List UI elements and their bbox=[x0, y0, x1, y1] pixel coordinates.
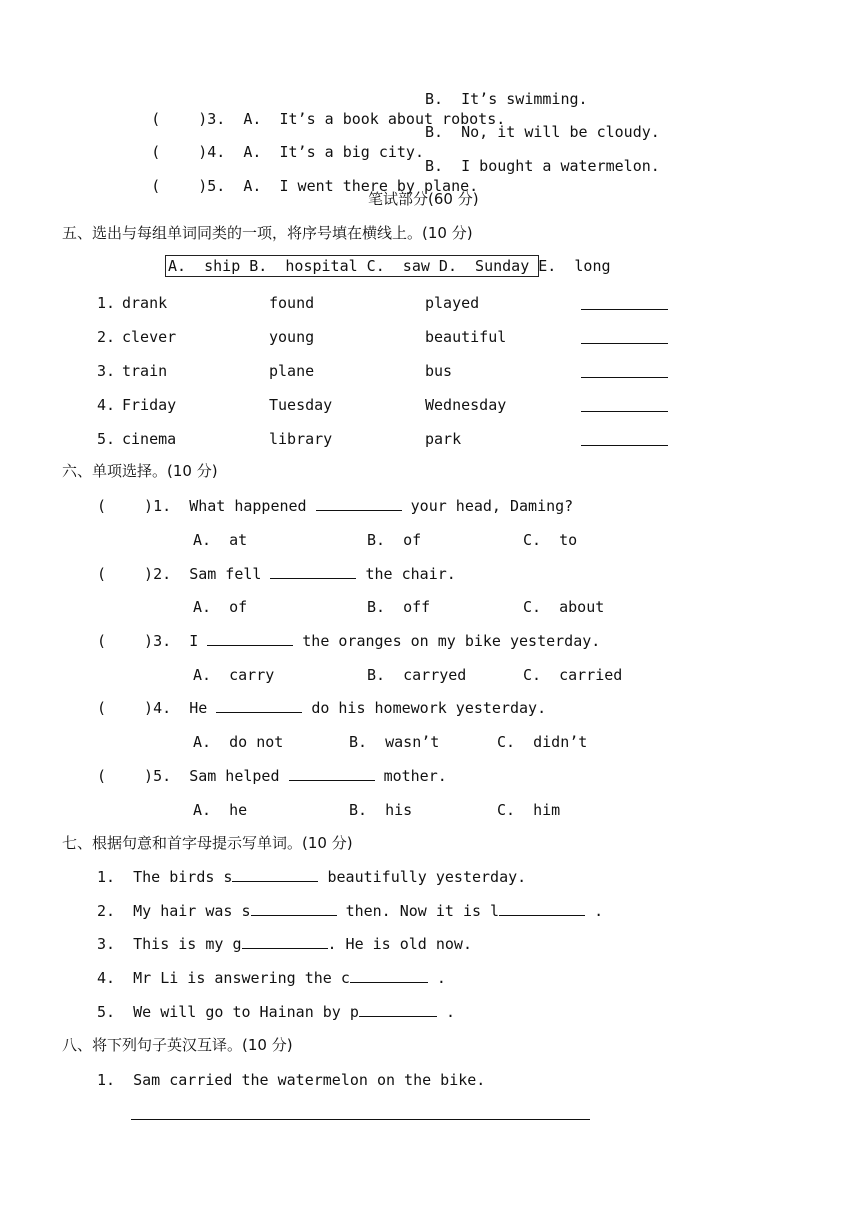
word-1: drank bbox=[122, 294, 168, 312]
answer-line[interactable] bbox=[581, 309, 668, 310]
answer-line[interactable] bbox=[581, 377, 668, 378]
written-part-title: 笔试部分(60 分) bbox=[368, 190, 479, 208]
word-3: played bbox=[425, 294, 480, 312]
answer-blank[interactable] bbox=[359, 1002, 437, 1017]
option-b: B. of bbox=[367, 531, 422, 549]
answer-blank[interactable] bbox=[232, 867, 318, 882]
row-number: 3. bbox=[97, 362, 116, 380]
fill-item: 4. Mr Li is answering the c . bbox=[97, 969, 446, 987]
option-a: A. It’s a book about robots. bbox=[243, 110, 506, 128]
option-c: C. to bbox=[523, 531, 578, 549]
option-a: A. at bbox=[193, 531, 248, 549]
option-c: C. about bbox=[523, 598, 605, 616]
answer-line[interactable] bbox=[581, 445, 668, 446]
option-a: A. carry bbox=[193, 666, 275, 684]
option-b: B. No, it will be cloudy. bbox=[425, 123, 660, 141]
fill-item: 2. My hair was s then. Now it is l . bbox=[97, 902, 604, 920]
option-c: C. him bbox=[497, 801, 561, 819]
fill-item: 5. We will go to Hainan by p . bbox=[97, 1003, 455, 1021]
word-2: found bbox=[269, 294, 315, 312]
word-1: Friday bbox=[122, 396, 177, 414]
word-3: bus bbox=[425, 362, 453, 380]
word-3: Wednesday bbox=[425, 396, 507, 414]
question-item: ( )5. Sam helped mother. bbox=[97, 767, 447, 785]
word-bank-box: A. ship B. hospital C. saw D. Sunday E. long bbox=[165, 255, 539, 277]
translation-answer-line[interactable] bbox=[131, 1119, 590, 1120]
fill-item: 3. This is my g . He is old now. bbox=[97, 935, 472, 953]
answer-blank[interactable] bbox=[499, 901, 585, 916]
section-8-title: 八、将下列句子英汉互译。(10 分) bbox=[62, 1036, 293, 1054]
option-c: C. carried bbox=[523, 666, 623, 684]
question-item: ( )4. He do his homework yesterday. bbox=[97, 699, 547, 717]
listening-item: ( )5. A. I went there by plane. bbox=[151, 177, 479, 195]
section-7-title: 七、根据句意和首字母提示写单词。(10 分) bbox=[62, 834, 353, 852]
option-b: B. wasn’t bbox=[349, 733, 440, 751]
translate-item: 1. Sam carried the watermelon on the bike. bbox=[97, 1071, 486, 1089]
listening-item: ( )4. A. It’s a big city. bbox=[151, 143, 424, 161]
option-b: B. his bbox=[349, 801, 413, 819]
question-item: ( )2. Sam fell the chair. bbox=[97, 565, 456, 583]
answer-blank[interactable] bbox=[242, 934, 328, 949]
answer-blank[interactable] bbox=[251, 901, 337, 916]
fill-item: 1. The birds s beautifully yesterday. bbox=[97, 868, 527, 886]
word-1: cinema bbox=[122, 430, 177, 448]
word-2: library bbox=[269, 430, 333, 448]
option-a: A. It’s a big city. bbox=[243, 143, 424, 161]
word-2: Tuesday bbox=[269, 396, 333, 414]
option-c: C. didn’t bbox=[497, 733, 588, 751]
question-item: ( )1. What happened your head, Daming? bbox=[97, 497, 574, 515]
question-item: ( )3. I the oranges on my bike yesterday. bbox=[97, 632, 601, 650]
section-5-title: 五、选出与每组单词同类的一项，将序号填在横线上。(10 分) bbox=[62, 224, 473, 242]
row-number: 2. bbox=[97, 328, 116, 346]
option-a: A. of bbox=[193, 598, 248, 616]
word-1: train bbox=[122, 362, 168, 380]
answer-blank[interactable] bbox=[270, 564, 356, 579]
option-b: B. carryed bbox=[367, 666, 467, 684]
answer-line[interactable] bbox=[581, 411, 668, 412]
word-2: plane bbox=[269, 362, 315, 380]
option-b: B. off bbox=[367, 598, 431, 616]
option-b: B. I bought a watermelon. bbox=[425, 157, 660, 175]
option-b: B. It’s swimming. bbox=[425, 90, 588, 108]
option-a: A. he bbox=[193, 801, 248, 819]
answer-line[interactable] bbox=[581, 343, 668, 344]
listening-item: ( )3. A. It’s a book about robots. bbox=[151, 110, 506, 128]
answer-blank[interactable] bbox=[350, 968, 428, 983]
row-number: 1. bbox=[97, 294, 116, 312]
option-a: A. I went there by plane. bbox=[243, 177, 479, 195]
word-2: young bbox=[269, 328, 315, 346]
word-1: clever bbox=[122, 328, 177, 346]
answer-blank[interactable] bbox=[316, 496, 402, 511]
word-3: park bbox=[425, 430, 462, 448]
answer-blank[interactable] bbox=[216, 698, 302, 713]
answer-blank[interactable] bbox=[207, 631, 293, 646]
word-3: beautiful bbox=[425, 328, 507, 346]
row-number: 5. bbox=[97, 430, 116, 448]
row-number: 4. bbox=[97, 396, 116, 414]
option-a: A. do not bbox=[193, 733, 284, 751]
section-6-title: 六、单项选择。(10 分) bbox=[62, 462, 218, 480]
answer-blank[interactable] bbox=[289, 766, 375, 781]
